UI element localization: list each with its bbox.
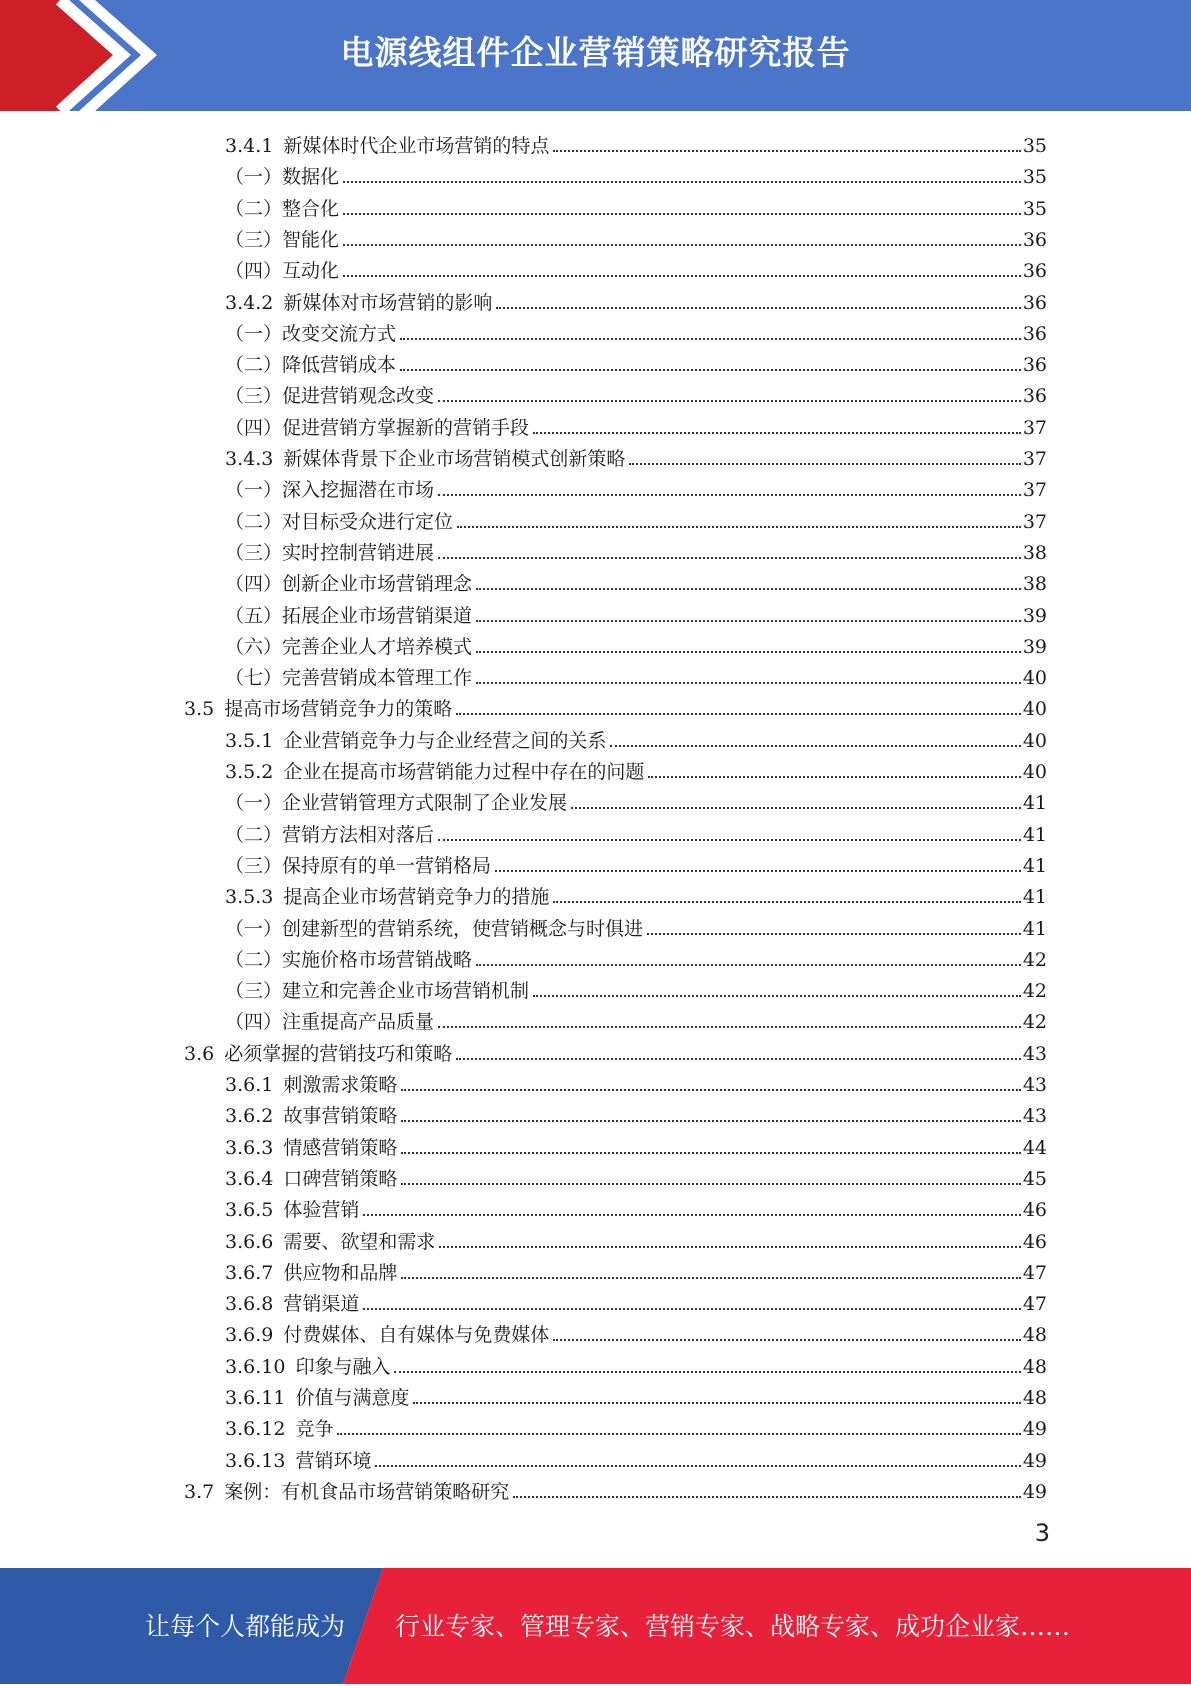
toc-entry-label [225, 1230, 437, 1254]
toc-entry-label [225, 197, 341, 221]
footer-slogan-right: 行业专家、管理专家、营销专家、战略专家、成功企业家…… [395, 1612, 1071, 1641]
toc-entry-title: 必须掌握的营销技巧和策略 [224, 1043, 453, 1065]
toc-entry-title: 改变交流方式 [282, 323, 397, 345]
toc-entry[interactable] [225, 659, 1047, 690]
toc-entry[interactable] [225, 221, 1047, 252]
toc-entry-page: 48 [1022, 1324, 1047, 1346]
toc-entry[interactable] [225, 910, 1047, 941]
toc-entry[interactable] [225, 878, 1047, 909]
toc-entry-page: 38 [1022, 542, 1047, 564]
toc-entry-label [225, 635, 474, 659]
toc-entry-label [225, 1136, 399, 1160]
toc-entry[interactable] [225, 1129, 1047, 1160]
toc-entry-number: （二） [225, 824, 283, 846]
toc-entry-number: （六） [225, 636, 283, 658]
toc-entry-page: 36 [1022, 354, 1047, 376]
toc-entry[interactable] [225, 1316, 1047, 1347]
toc-dot-leader [476, 651, 1021, 653]
toc-entry-page: 45 [1022, 1168, 1047, 1190]
toc-entry-label [225, 259, 341, 283]
toc-entry[interactable] [225, 377, 1047, 408]
toc-entry-page: 41 [1022, 855, 1047, 877]
toc-entry-label [225, 1198, 361, 1222]
toc-entry-page: 37 [1022, 511, 1047, 533]
toc-dot-leader [401, 1120, 1020, 1122]
toc-entry-label [225, 353, 398, 377]
toc-entry-number: 3.5.3 [225, 886, 274, 908]
toc-entry-page: 35 [1022, 135, 1047, 157]
toc-entry-page: 36 [1022, 385, 1047, 407]
toc-dot-leader [375, 1465, 1020, 1467]
toc-entry[interactable] [184, 1473, 1047, 1504]
toc-entry-title: 新媒体背景下企业市场营销模式创新策略 [283, 448, 626, 470]
toc-entry-label [225, 1073, 399, 1097]
toc-entry-number: （一） [225, 166, 283, 188]
toc-dot-leader [400, 338, 1021, 340]
toc-entry-title: 价值与满意度 [295, 1387, 410, 1409]
toc-entry-title: 营销环境 [295, 1450, 372, 1472]
toc-entry-title: 供应物和品牌 [283, 1262, 398, 1284]
toc-entry-label [225, 1167, 399, 1191]
toc-entry-title: 企业营销竞争力与企业经营之间的关系 [283, 730, 607, 752]
toc-entry-title: 完善营销成本管理工作 [282, 667, 473, 689]
page-header [0, 0, 1191, 111]
toc-entry-label [225, 729, 608, 753]
toc-entry[interactable] [225, 1160, 1047, 1191]
toc-entry-title: 新媒体对市场营销的影响 [283, 292, 493, 314]
toc-entry-number: （二） [225, 949, 283, 971]
toc-entry-number: （二） [225, 198, 283, 220]
toc-entry-label [225, 1010, 436, 1034]
toc-dot-leader [496, 307, 1020, 309]
toc-entry-label [225, 1355, 392, 1379]
toc-dot-leader [401, 1089, 1020, 1091]
toc-entry-title: 提高市场营销竞争力的策略 [224, 698, 453, 720]
toc-dot-leader [438, 494, 1021, 496]
toc-entry-number: （二） [225, 354, 283, 376]
toc-entry-title: 保持原有的单一营销格局 [282, 855, 492, 877]
toc-entry[interactable] [225, 1285, 1047, 1316]
toc-entry[interactable] [225, 1442, 1047, 1473]
toc-entry-number: 3.4.2 [225, 292, 274, 314]
toc-entry-title: 情感营销策略 [283, 1137, 398, 1159]
toc-entry-page: 41 [1022, 886, 1047, 908]
toc-entry-title: 完善企业人才培养模式 [282, 636, 473, 658]
toc-entry[interactable] [225, 753, 1047, 784]
toc-dot-leader [476, 964, 1021, 966]
toc-dot-leader [553, 150, 1020, 152]
toc-entry-page: 49 [1022, 1450, 1047, 1472]
toc-entry-page: 47 [1022, 1293, 1047, 1315]
toc-entry-title: 促进营销观念改变 [282, 385, 435, 407]
toc-entry[interactable] [225, 1254, 1047, 1285]
toc-entry[interactable] [225, 847, 1047, 878]
page-footer [0, 1568, 1191, 1684]
toc-entry-title: 口碑营销策略 [283, 1168, 398, 1190]
toc-entry-page: 41 [1022, 792, 1047, 814]
toc-entry-number: （二） [225, 511, 283, 533]
toc-entry[interactable] [225, 346, 1047, 377]
toc-entry-page: 48 [1022, 1356, 1047, 1378]
toc-entry-label [225, 572, 474, 596]
toc-dot-leader [647, 933, 1021, 935]
toc-entry-page: 39 [1022, 636, 1047, 658]
toc-entry[interactable] [225, 534, 1047, 565]
toc-entry-page: 37 [1022, 479, 1047, 501]
toc-entry[interactable] [225, 1097, 1047, 1128]
toc-entry-number: 3.7 [184, 1481, 215, 1503]
toc-entry[interactable] [225, 565, 1047, 596]
toc-entry-number: 3.6.9 [225, 1324, 274, 1346]
toc-entry-number: 3.5.1 [225, 730, 274, 752]
toc-entry-number: （一） [225, 792, 283, 814]
toc-dot-leader [533, 995, 1021, 997]
toc-entry-label [225, 1417, 335, 1441]
toc-entry-number: 3.6.8 [225, 1293, 274, 1315]
toc-entry[interactable] [225, 597, 1047, 628]
toc-dot-leader [438, 1026, 1021, 1028]
toc-entry-page: 40 [1022, 667, 1047, 689]
toc-entry-title: 企业在提高市场营销能力过程中存在的问题 [283, 761, 645, 783]
toc-entry-page: 36 [1022, 323, 1047, 345]
toc-dot-leader [629, 463, 1020, 465]
toc-entry-page: 36 [1022, 229, 1047, 251]
toc-entry-label [225, 416, 531, 440]
toc-dot-leader [401, 1277, 1020, 1279]
toc-entry-title: 创新企业市场营销理念 [282, 573, 473, 595]
toc-entry[interactable] [225, 471, 1047, 502]
toc-dot-leader [513, 1496, 1021, 1498]
toc-dot-leader [337, 1433, 1020, 1435]
toc-entry-number: 3.5 [184, 698, 215, 720]
toc-entry-page: 48 [1022, 1387, 1047, 1409]
document-title: 电源线组件企业营销策略研究报告 [340, 33, 851, 72]
toc-dot-leader [343, 275, 1021, 277]
toc-entry-label [225, 1104, 399, 1128]
toc-entry-label [225, 1449, 373, 1473]
toc-entry-number: 3.4.1 [225, 135, 274, 157]
toc-entry[interactable] [225, 816, 1047, 847]
toc-entry-title: 竞争 [295, 1418, 334, 1440]
toc-entry-page: 35 [1022, 166, 1047, 188]
toc-entry-title: 数据化 [282, 166, 340, 188]
toc-entry-label [225, 322, 398, 346]
toc-entry-label [225, 885, 551, 909]
toc-entry-number: （四） [225, 1011, 283, 1033]
toc-entry[interactable] [184, 690, 1047, 721]
toc-dot-leader [343, 244, 1021, 246]
toc-entry-page: 43 [1022, 1074, 1047, 1096]
toc-entry-page: 38 [1022, 573, 1047, 595]
toc-entry-number: （四） [225, 260, 283, 282]
toc-entry[interactable] [225, 628, 1047, 659]
toc-dot-leader [400, 369, 1021, 371]
toc-entry[interactable] [225, 972, 1047, 1003]
toc-dot-leader [438, 400, 1021, 402]
toc-entry-title: 实时控制营销进展 [282, 542, 435, 564]
toc-dot-leader [476, 620, 1021, 622]
toc-dot-leader [394, 1371, 1020, 1373]
toc-entry-title: 案例：有机食品市场营销策略研究 [224, 1481, 510, 1503]
toc-dot-leader [553, 901, 1020, 903]
toc-dot-leader [476, 588, 1021, 590]
toc-entry-label [225, 1261, 399, 1285]
toc-entry-title: 对目标受众进行定位 [282, 511, 454, 533]
toc-entry[interactable] [225, 127, 1047, 158]
toc-entry-number: 3.5.2 [225, 761, 274, 783]
toc-dot-leader [571, 807, 1021, 809]
toc-entry-number: （四） [225, 573, 283, 595]
toc-entry-page: 39 [1022, 605, 1047, 627]
toc-entry-label [184, 697, 454, 721]
footer-slogan-left: 让每个人都能成为 [144, 1612, 345, 1641]
toc-entry-number: 3.6 [184, 1043, 215, 1065]
toc-entry-title: 付费媒体、自有媒体与免费媒体 [283, 1324, 550, 1346]
toc-entry-page: 41 [1022, 824, 1047, 846]
toc-entry-label [225, 541, 436, 565]
toc-dot-leader [439, 1246, 1020, 1248]
toc-entry-title: 促进营销方掌握新的营销手段 [282, 417, 530, 439]
toc-entry-page: 36 [1022, 260, 1047, 282]
toc-entry-page: 46 [1022, 1231, 1047, 1253]
toc-entry-number: 3.6.11 [225, 1387, 286, 1409]
toc-entry-number: 3.6.2 [225, 1105, 274, 1127]
toc-entry-title: 智能化 [282, 229, 340, 251]
toc-entry-number: 3.6.12 [225, 1418, 286, 1440]
toc-dot-leader [610, 745, 1020, 747]
toc-entry-page: 37 [1022, 448, 1047, 470]
toc-entry-title: 营销渠道 [283, 1293, 360, 1315]
toc-entry[interactable] [225, 941, 1047, 972]
toc-entry-number: （三） [225, 855, 283, 877]
toc-entry-number: （七） [225, 667, 283, 689]
toc-entry-title: 需要、欲望和需求 [283, 1231, 436, 1253]
toc-entry-title: 印象与融入 [295, 1356, 391, 1378]
toc-entry-page: 49 [1022, 1481, 1047, 1503]
toc-entry-page: 47 [1022, 1262, 1047, 1284]
toc-entry-label [225, 134, 551, 158]
toc-entry[interactable] [225, 252, 1047, 283]
toc-dot-leader [457, 526, 1021, 528]
toc-dot-leader [553, 1339, 1020, 1341]
toc-entry-title: 互动化 [282, 260, 340, 282]
toc-entry-label [225, 1323, 551, 1347]
toc-entry-number: （一） [225, 918, 283, 940]
toc-entry-number: （三） [225, 542, 283, 564]
toc-entry[interactable] [225, 1379, 1047, 1410]
toc-entry-label [184, 1042, 454, 1066]
toc-entry-number: （一） [225, 479, 283, 501]
toc-dot-leader [401, 1183, 1020, 1185]
toc-entry-title: 新媒体时代企业市场营销的特点 [283, 135, 550, 157]
toc-entry[interactable] [225, 1348, 1047, 1379]
toc-entry-number: （三） [225, 980, 283, 1002]
toc-entry[interactable] [225, 409, 1047, 440]
toc-dot-leader [438, 839, 1021, 841]
toc-entry-title: 企业营销管理方式限制了企业发展 [282, 792, 568, 814]
toc-entry-page: 40 [1022, 698, 1047, 720]
toc-entry-title: 建立和完善企业市场营销机制 [282, 980, 530, 1002]
toc-entry-label [225, 291, 494, 315]
toc-entry-title: 营销方法相对落后 [282, 824, 435, 846]
toc-entry-label [184, 1480, 511, 1504]
toc-dot-leader [343, 181, 1021, 183]
toc-entry[interactable] [225, 315, 1047, 346]
toc-dot-leader [401, 1152, 1020, 1154]
toc-entry-number: （一） [225, 323, 283, 345]
toc-entry[interactable] [225, 1223, 1047, 1254]
toc-entry-label [225, 165, 341, 189]
toc-entry-title: 实施价格市场营销战略 [282, 949, 473, 971]
toc-entry[interactable] [225, 190, 1047, 221]
toc-entry-label [225, 604, 474, 628]
toc-entry-label [225, 979, 531, 1003]
toc-dot-leader [363, 1214, 1020, 1216]
toc-entry-page: 40 [1022, 730, 1047, 752]
toc-dot-leader [413, 1402, 1020, 1404]
toc-entry-number: 3.6.1 [225, 1074, 274, 1096]
toc-entry[interactable] [225, 440, 1047, 471]
toc-entry-label [225, 854, 493, 878]
toc-entry[interactable] [225, 722, 1047, 753]
toc-entry[interactable] [225, 1003, 1047, 1034]
toc-dot-leader [343, 213, 1021, 215]
toc-entry-title: 整合化 [282, 198, 340, 220]
toc-entry-page: 42 [1022, 949, 1047, 971]
toc-entry-page: 42 [1022, 1011, 1047, 1033]
toc-dot-leader [533, 432, 1021, 434]
toc-entry-number: （三） [225, 385, 283, 407]
toc-entry-number: 3.6.4 [225, 1168, 274, 1190]
toc-entry-number: 3.6.6 [225, 1231, 274, 1253]
toc-entry-page: 41 [1022, 918, 1047, 940]
toc-entry-title: 故事营销策略 [283, 1105, 398, 1127]
toc-entry-label [225, 917, 645, 941]
toc-dot-leader [363, 1308, 1020, 1310]
toc-entry-number: 3.6.10 [225, 1356, 286, 1378]
toc-dot-leader [438, 557, 1021, 559]
toc-entry-page: 35 [1022, 198, 1047, 220]
toc-entry-page: 37 [1022, 417, 1047, 439]
toc-dot-leader [648, 776, 1020, 778]
toc-entry-page: 44 [1022, 1137, 1047, 1159]
toc-entry-label [225, 447, 627, 471]
toc-entry-title: 拓展企业市场营销渠道 [282, 605, 473, 627]
toc-entry[interactable] [225, 784, 1047, 815]
toc-entry[interactable] [225, 284, 1047, 315]
toc-dot-leader [495, 870, 1021, 872]
toc-entry-title: 体验营销 [283, 1199, 360, 1221]
toc-entry-label [225, 760, 646, 784]
toc-entry-title: 刺激需求策略 [283, 1074, 398, 1096]
toc-entry[interactable] [225, 1410, 1047, 1441]
toc-entry-label [225, 510, 455, 534]
toc-entry-number: 3.6.7 [225, 1262, 274, 1284]
toc-entry-label [225, 384, 436, 408]
toc-entry[interactable] [225, 1066, 1047, 1097]
toc-entry[interactable] [225, 503, 1047, 534]
toc-entry-label [225, 823, 436, 847]
toc-entry-number: 3.6.3 [225, 1137, 274, 1159]
toc-dot-leader [456, 1058, 1021, 1060]
toc-entry-label [225, 228, 341, 252]
toc-entry-number: （三） [225, 229, 283, 251]
toc-entry-number: （四） [225, 417, 283, 439]
toc-entry-label [225, 1386, 411, 1410]
toc-entry[interactable] [225, 158, 1047, 189]
toc-entry-title: 提高企业市场营销竞争力的措施 [283, 886, 550, 908]
toc-entry[interactable] [184, 1035, 1047, 1066]
toc-entry-title: 降低营销成本 [282, 354, 397, 376]
toc-entry-label [225, 1292, 361, 1316]
toc-entry-title: 创建新型的营销系统，使营销概念与时俱进 [282, 918, 644, 940]
toc-dot-leader [456, 713, 1021, 715]
toc-entry-number: 3.6.5 [225, 1199, 274, 1221]
toc-entry-page: 43 [1022, 1043, 1047, 1065]
toc-entry-number: 3.6.13 [225, 1450, 286, 1472]
page-number: 3 [1034, 1519, 1050, 1547]
toc-entry-label [225, 478, 436, 502]
toc-entry-page: 46 [1022, 1199, 1047, 1221]
toc-entry-page: 43 [1022, 1105, 1047, 1127]
toc-entry-number: （五） [225, 605, 283, 627]
toc-entry-title: 注重提高产品质量 [282, 1011, 435, 1033]
toc-entry-label [225, 791, 569, 815]
toc-entry-label [225, 666, 474, 690]
toc-entry-title: 深入挖掘潜在市场 [282, 479, 435, 501]
toc-dot-leader [476, 682, 1021, 684]
toc-entry[interactable] [225, 1191, 1047, 1222]
toc-entry-page: 42 [1022, 980, 1047, 1002]
toc-entry-label [225, 948, 474, 972]
toc-entry-page: 36 [1022, 292, 1047, 314]
toc-entry-number: 3.4.3 [225, 448, 274, 470]
toc-entry-page: 49 [1022, 1418, 1047, 1440]
toc-entry-page: 40 [1022, 761, 1047, 783]
